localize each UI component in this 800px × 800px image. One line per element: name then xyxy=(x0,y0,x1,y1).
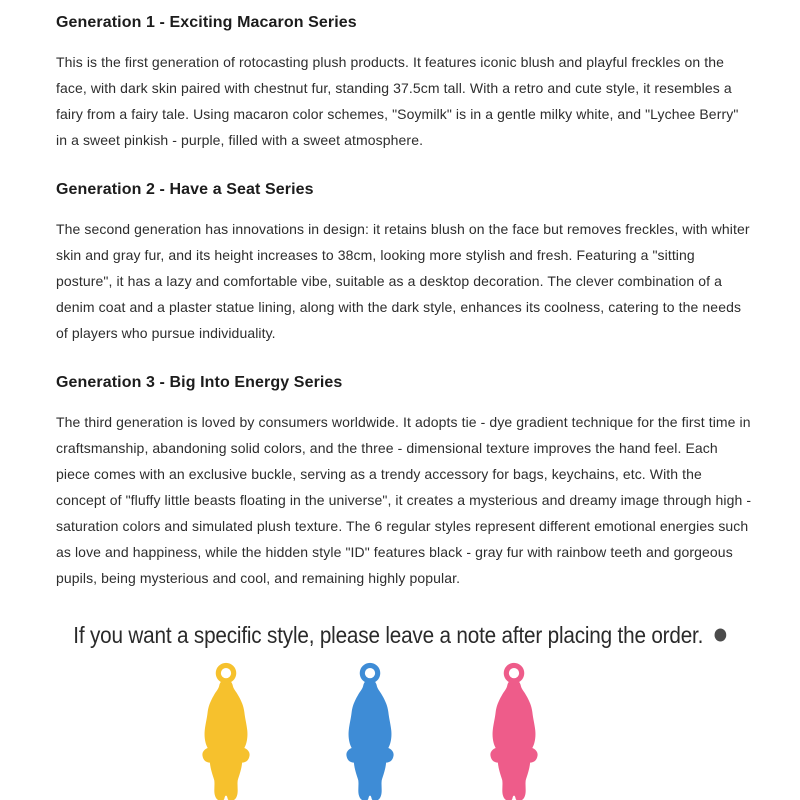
section-generation-1 xyxy=(56,13,752,153)
generation-1-body: This is the first generation of rotocasting plush products. It features iconic blush and playful freckles on the face, with dark skin paired with chestnut fur, standing 37.5cm tall. With a retro and cute style, it resembles a fairy from a fairy tale. Using macaron color schemes, "Soymilk" is in a gentle milky white, and "Lychee Berry" in a sweet pinkish - purple, filled with a sweet atmosphere. xyxy=(56,54,739,148)
order-note-inner xyxy=(73,618,726,652)
bullet-dot-icon xyxy=(714,628,727,642)
order-note-row xyxy=(0,618,800,654)
plush-keychain-silhouette-yellow-icon xyxy=(193,662,259,800)
generation-2-heading: Generation 2 - Have a Seat Series xyxy=(56,181,314,198)
order-note-text: If you want a specific style, please leave a note after placing the order. xyxy=(73,622,704,648)
generation-1-heading: Generation 1 - Exciting Macaron Series xyxy=(56,14,357,31)
generation-2-body: The second generation has innovations in design: it retains blush on the face but removes freckles, with whiter skin and gray fur, and its height increases to 38cm, looking more stylish and fresh. Featuring a "sitting posture", it has a lazy and comfortable vibe, suitable as a desktop decoration. The clever combination of a denim coat and a plaster statue lining, along with the dark style, enhances its coolness, catering to the needs of players who pursue individuality. xyxy=(56,221,750,341)
section-generation-3 xyxy=(56,373,752,591)
plush-keychain-silhouette-pink-icon xyxy=(481,662,547,800)
section-generation-2 xyxy=(56,180,752,346)
generation-3-heading: Generation 3 - Big Into Energy Series xyxy=(56,374,343,391)
plush-figures-row xyxy=(0,662,800,800)
generation-3-body: The third generation is loved by consumers worldwide. It adopts tie - dye gradient technique for the first time in craftsmanship, abandoning solid colors, and the three - dimensional texture improves the hand feel. Each piece comes with an exclusive buckle, serving as a trendy accessory for bags, keychains, etc. With the concept of "fluffy little beasts floating in the universe", it creates a mysterious and dreamy image through high - saturation colors and simulated plush texture. The 6 regular styles represent different emotional energies such as love and happiness, while the hidden style "ID" features black - gray fur with rainbow teeth and gorgeous pupils, being mysterious and cool, and remaining highly popular. xyxy=(56,414,752,586)
plush-keychain-silhouette-blue-icon xyxy=(337,662,403,800)
description-content xyxy=(0,13,800,591)
